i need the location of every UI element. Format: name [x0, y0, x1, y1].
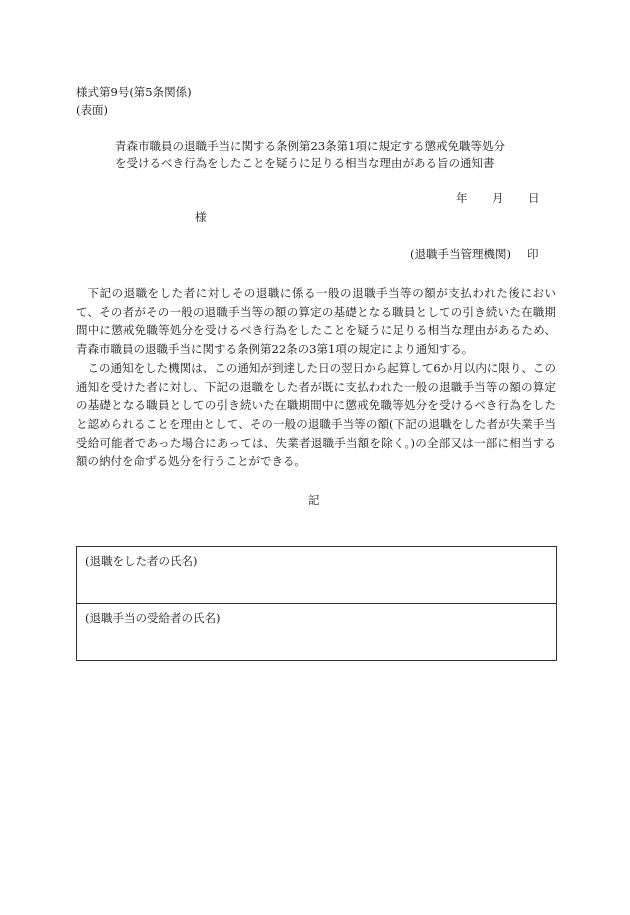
notice-body: [76, 284, 556, 471]
body-paragraph-1: 下記の退職をした者に対しその退職に係る一般の退職手当等の額が支払われた後において、その者がその一般の退職手当等の額の算定の基礎となる職員としての引き続いた在職期間中に懲戒免職等処分を受けるべき行為をしたことを疑うに足りる相当な理由があるため、青森市職員の退職手当に関する条例第22条の3第1項の規定により通知する。: [76, 286, 556, 357]
title-line-2: を受けるべき行為をしたことを疑うに足りる相当な理由がある旨の通知書: [115, 156, 495, 170]
ki-heading: 記: [308, 493, 320, 507]
document-title: [115, 138, 505, 172]
seal-mark: 印: [527, 247, 539, 261]
addressee-honorific: 様: [195, 210, 207, 224]
body-paragraph-2: この通知をした機関は、この通知が到達した日の翌日から起算して6か月以内に限り、この通知を受けた者に対し、下記の退職をした者が既に支払われた一般の退職手当等の額の算定の基礎となる職員としての引き続いた在職期間中に懲戒免職等処分を受けるべき行為をしたと認められることを理由として、その一般の退職手当等の額(下記の退職をした者が失業手当受給可能者であった場合にあっては、失業者退職手当額を除く。)の全部又は一部に相当する額の納付を命ずる処分を行うことができる。: [76, 360, 556, 469]
date-year: 年: [456, 191, 468, 205]
retiree-name-cell: (退職をした者の氏名): [77, 547, 557, 604]
recipient-name-cell: (退職手当の受給者の氏名): [77, 604, 557, 661]
table-row: [77, 604, 557, 661]
date-month: 月: [492, 191, 504, 205]
date-day: 日: [528, 191, 540, 205]
title-line-1: 青森市職員の退職手当に関する条例第23条第1項に規定する懲戒免職等処分: [115, 139, 505, 153]
sender-label: (退職手当管理機関): [410, 247, 511, 261]
info-table: [76, 546, 557, 661]
side-label: (表面): [76, 103, 108, 117]
table-row: [77, 547, 557, 604]
form-number: 様式第9号(第5条関係): [76, 85, 192, 99]
